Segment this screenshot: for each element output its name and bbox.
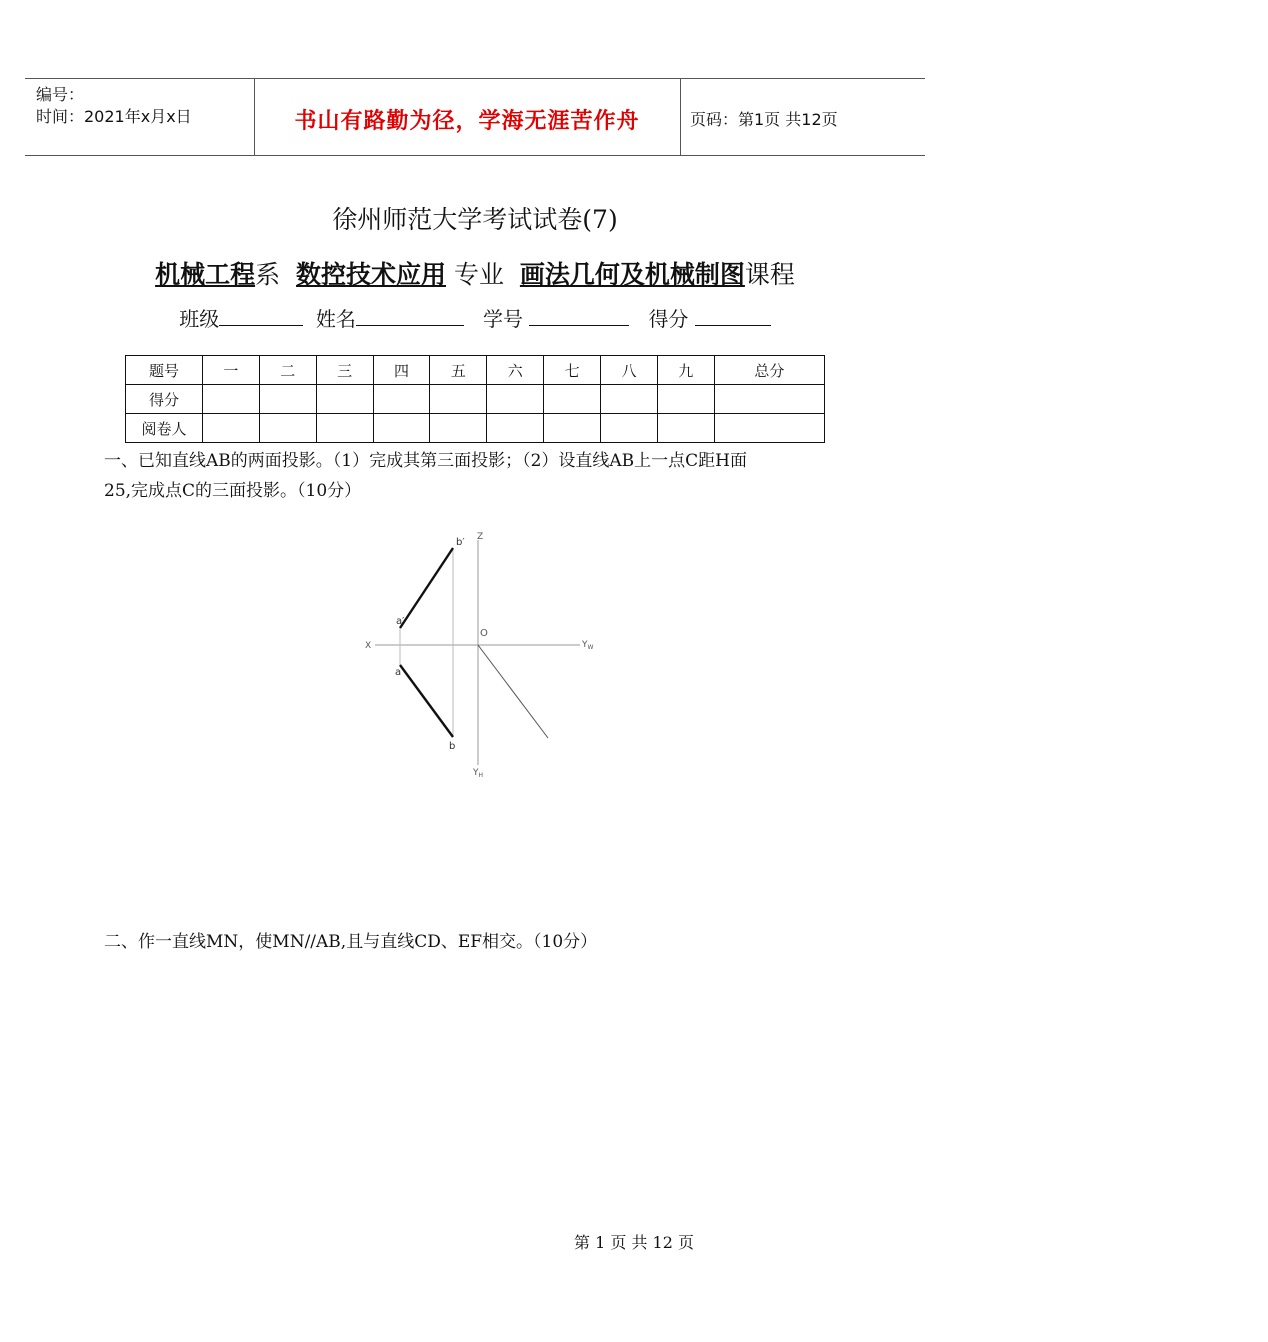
yh-yw-diagonal [478,645,548,738]
table-cell: 八 [601,356,658,385]
table-row [126,414,825,443]
table-cell: 题号 [126,356,203,385]
course-name: 画法几何及机械制图 [519,260,745,289]
score-blank[interactable] [695,307,771,326]
course-suffix: 课程 [744,260,795,289]
label-o: O [480,628,488,639]
dept-name: 机械工程 [155,260,256,289]
class-label: 班级 [179,307,220,331]
header-top-rule [25,78,925,79]
table-cell: 五 [430,356,487,385]
table-cell: 二 [259,356,316,385]
table-cell: 九 [657,356,714,385]
label-yh-letter: Y [473,768,479,778]
score-table [125,355,825,443]
table-cell[interactable] [714,414,824,443]
student-fields [0,303,950,332]
id-blank[interactable] [529,307,629,326]
table-cell[interactable] [487,385,544,414]
table-cell[interactable] [316,414,373,443]
table-cell[interactable] [657,385,714,414]
line-ab [400,665,453,737]
table-cell[interactable] [601,385,658,414]
exam-title: 徐州师范大学考试试卷(7) [332,205,618,234]
label-yw-letter: Y [582,640,588,650]
label-a-prime: a′ [396,616,405,627]
label-b: b [449,741,456,752]
table-cell[interactable] [203,385,260,414]
question-1-line-2: 25,完成点C的三面投影。（10分） [104,481,362,501]
table-cell[interactable] [430,414,487,443]
serial-label: 编号： [36,85,85,104]
label-yh-sub: H [478,772,484,779]
page-footer: 第 1 页 共 12 页 [574,1233,694,1252]
line-a-prime-b-prime [400,548,453,628]
score-label: 得分 [648,307,689,331]
course-line [0,255,950,291]
label-z: Z [477,532,484,542]
table-cell[interactable] [203,414,260,443]
id-label: 学号 [483,307,523,331]
label-x: X [365,641,372,651]
table-cell[interactable] [259,414,316,443]
table-cell[interactable] [657,414,714,443]
table-cell[interactable] [544,414,601,443]
question-2: 二、作一直线MN，使MN//AB,且与直线CD、EF相交。（10分） [104,932,598,952]
class-blank[interactable] [219,307,303,326]
label-yw-sub: W [587,644,594,651]
page-info: 页码：第1页 共12页 [690,110,838,129]
table-cell[interactable] [714,385,824,414]
table-cell[interactable] [487,414,544,443]
table-cell: 七 [544,356,601,385]
header-divider-right [680,78,681,155]
table-cell: 六 [487,356,544,385]
table-cell[interactable] [373,414,430,443]
label-a: a [395,667,402,678]
table-row [126,356,825,385]
question-1-line-1: 一、已知直线AB的两面投影。（1）完成其第三面投影；（2）设直线AB上一点C距H面 [104,451,748,471]
table-row [126,385,825,414]
table-cell[interactable] [259,385,316,414]
dept-suffix: 系 [255,260,281,289]
major-suffix: 专业 [453,260,504,289]
name-label: 姓名 [315,307,356,331]
label-yh [472,768,483,779]
name-blank[interactable] [356,307,464,326]
table-cell[interactable] [430,385,487,414]
label-yw [581,640,594,651]
table-cell: 得分 [126,385,203,414]
header-bottom-rule [25,155,925,156]
table-cell[interactable] [601,414,658,443]
major-name: 数控技术应用 [296,260,447,289]
table-cell: 三 [316,356,373,385]
question-1 [104,446,864,506]
table-cell: 总分 [714,356,824,385]
table-cell: 阅卷人 [126,414,203,443]
table-cell: 四 [373,356,430,385]
time-label: 时间：2021年x月x日 [36,107,192,126]
label-b-prime: b′ [456,537,465,548]
table-cell: 一 [203,356,260,385]
projection-drawing [355,525,594,785]
table-cell[interactable] [544,385,601,414]
table-cell[interactable] [373,385,430,414]
table-cell[interactable] [316,385,373,414]
motto: 书山有路勤为径，学海无涯苦作舟 [294,109,640,134]
